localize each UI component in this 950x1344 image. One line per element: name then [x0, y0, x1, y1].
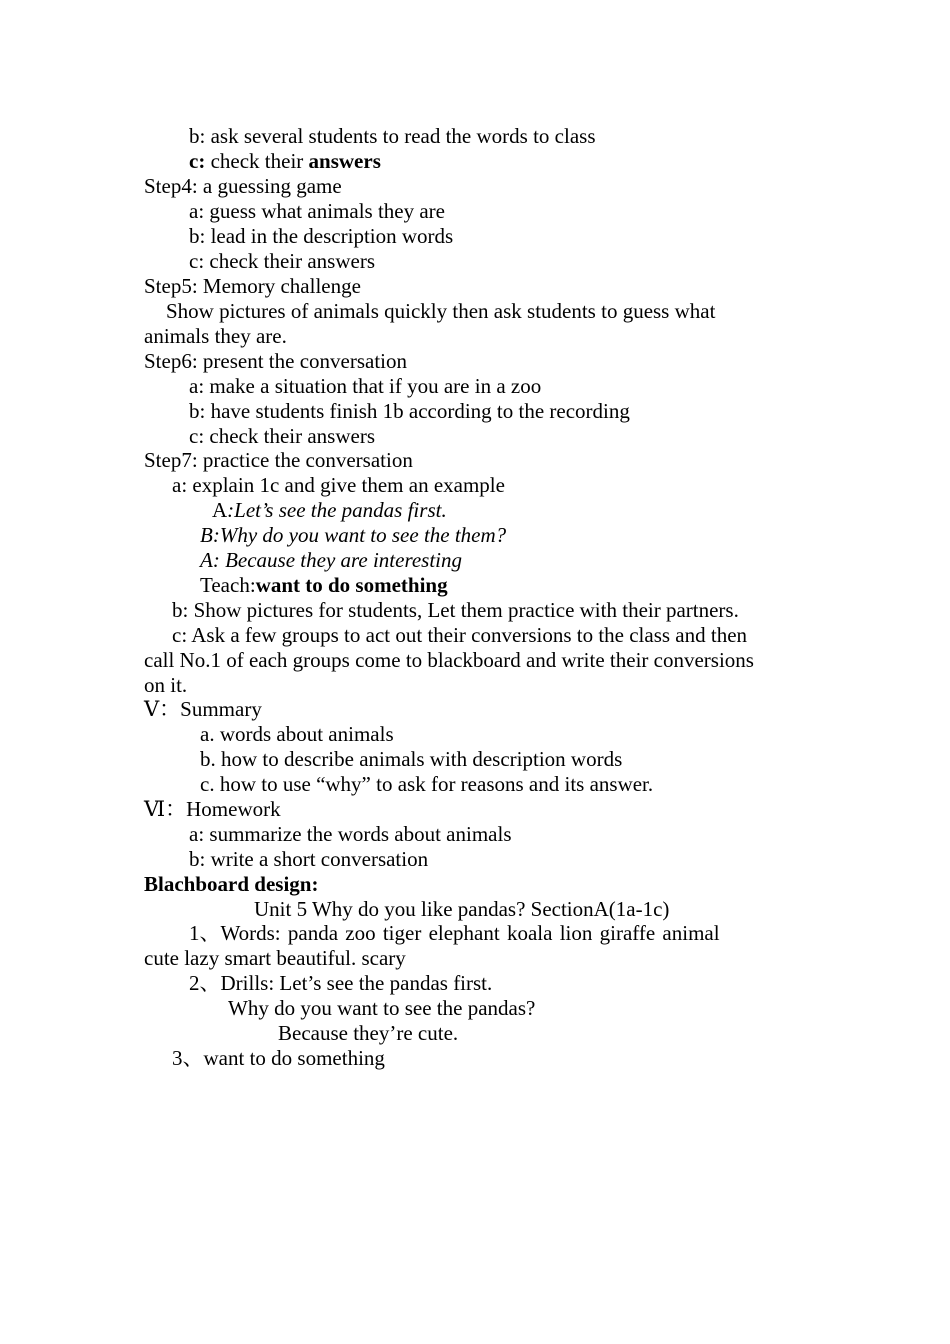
step7-title: Step7: practice the conversation: [144, 448, 413, 472]
homework-a: a: summarize the words about animals: [189, 822, 512, 846]
step7-c-line1: c: Ask a few groups to act out their conversions to the class and then: [172, 623, 748, 647]
step7-c-line2: call No.1 of each groups come to blackboard and write their conversions: [144, 648, 754, 672]
step5-line1: Show pictures of animals quickly then ask students to guess what: [166, 299, 716, 323]
step4-a: a: guess what animals they are: [189, 199, 445, 223]
blackboard-drills-3: Because they’re cute.: [278, 1021, 459, 1045]
step6-title: Step6: present the conversation: [144, 349, 408, 373]
step3-b: b: ask several students to read the words to class: [189, 124, 596, 148]
step6-a: a: make a situation that if you are in a zoo: [189, 374, 542, 398]
step4-title: Step4: a guessing game: [144, 174, 342, 198]
homework-title: Ⅵ：Homework: [144, 797, 281, 821]
step4-b: b: lead in the description words: [189, 224, 454, 248]
step3-c: [189, 149, 381, 174]
step5-title: Step5: Memory challenge: [144, 274, 361, 298]
blackboard-heading: Blachboard design:: [144, 872, 319, 896]
step3-c-bold: answers: [308, 149, 381, 173]
blackboard-item-3: 3、want to do something: [172, 1046, 385, 1070]
step6-b: b: have students finish 1b according to the recording: [189, 399, 630, 423]
homework-b: b: write a short conversation: [189, 847, 429, 871]
step7-c-line3: on it.: [144, 673, 188, 697]
step7-example-1: [212, 498, 447, 523]
step3-c-label: c:: [189, 149, 206, 173]
step3-c-text: check their: [205, 149, 309, 173]
step7-example-1-prefix: A: [212, 498, 228, 522]
step7-b: b: Show pictures for students, Let them practice with their partners.: [172, 598, 739, 622]
step7-teach-bold: want to do something: [255, 573, 448, 597]
summary-a: a. words about animals: [200, 722, 394, 746]
step7-example-2: B:Why do you want to see the them?: [200, 523, 507, 547]
blackboard-unit: Unit 5 Why do you like pandas? SectionA(1a-1c): [254, 897, 670, 921]
step6-c: c: check their answers: [189, 424, 375, 448]
step5-line2: animals they are.: [144, 324, 287, 348]
summary-b: b. how to describe animals with description words: [200, 747, 623, 771]
step7-example-1-text: :Let’s see the pandas first.: [227, 498, 447, 522]
step7-example-3: A: Because they are interesting: [200, 548, 463, 572]
blackboard-drills-2: Why do you want to see the pandas?: [228, 996, 536, 1020]
blackboard-words-line1: 1、Words: panda zoo tiger elephant koala lion giraffe animal: [189, 921, 720, 945]
blackboard-words-line2: cute lazy smart beautiful. scary: [144, 946, 406, 970]
step4-c: c: check their answers: [189, 249, 375, 273]
summary-title: Ⅴ：Summary: [144, 697, 262, 721]
blackboard-drills-1: 2、Drills: Let’s see the pandas first.: [189, 971, 493, 995]
step7-teach-label: Teach:: [200, 573, 256, 597]
step7-teach: [200, 573, 448, 598]
summary-c: c. how to use “why” to ask for reasons and its answer.: [200, 772, 654, 796]
step7-a: a: explain 1c and give them an example: [172, 473, 505, 497]
